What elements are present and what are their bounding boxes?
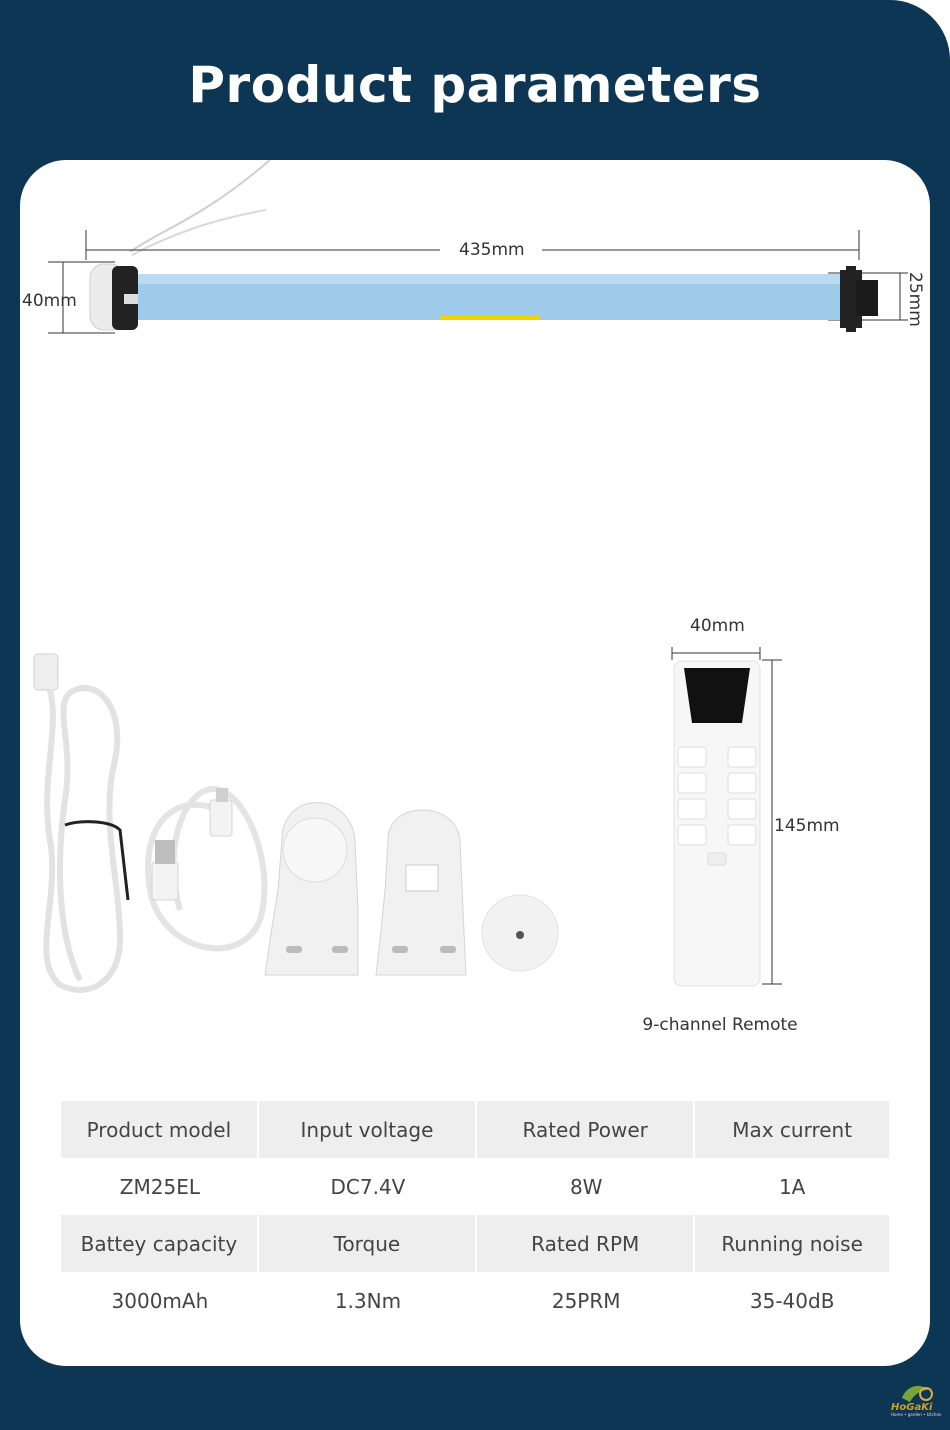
brand-logo-tagline: Home • garden • kitchen	[891, 1412, 942, 1417]
accessories-illustration	[20, 640, 580, 1000]
spec-value-row	[61, 1158, 889, 1215]
spec-value-cell: 35-40dB	[695, 1272, 889, 1329]
remote-width-label: 40mm	[690, 616, 745, 636]
remote-control-illustration	[660, 635, 860, 995]
spec-header-cell: Battey capacity	[61, 1215, 259, 1272]
spec-header-row	[61, 1101, 889, 1158]
spec-value-cell: 1A	[695, 1158, 889, 1215]
spec-value-cell: ZM25EL	[61, 1158, 259, 1215]
motor-length-label: 435mm	[459, 240, 525, 260]
spec-value-cell: 1.3Nm	[259, 1272, 477, 1329]
spec-header-cell: Running noise	[695, 1215, 889, 1272]
spec-header-cell: Rated Power	[477, 1101, 695, 1158]
spec-header-row	[61, 1215, 889, 1272]
motor-tube-diameter-label: 25mm	[905, 272, 925, 327]
brand-logo-text: HoGaKi	[891, 1402, 933, 1413]
spec-value-cell: 25PRM	[477, 1272, 695, 1329]
remote-height-label: 145mm	[774, 816, 840, 836]
spec-value-cell: 3000mAh	[61, 1272, 259, 1329]
product-card	[20, 160, 930, 1366]
motor-head-diameter-label: 40mm	[22, 291, 77, 311]
spec-table	[61, 1101, 889, 1329]
spec-value-cell: DC7.4V	[259, 1158, 477, 1215]
spec-header-cell: Torque	[259, 1215, 477, 1272]
spec-header-cell: Input voltage	[259, 1101, 477, 1158]
spec-header-cell: Product model	[61, 1101, 259, 1158]
spec-header-cell: Max current	[695, 1101, 889, 1158]
page-title: Product parameters	[188, 56, 762, 114]
spec-value-cell: 8W	[477, 1158, 695, 1215]
spec-header-cell: Rated RPM	[477, 1215, 695, 1272]
spec-value-row	[61, 1272, 889, 1329]
tubular-motor-illustration	[20, 160, 930, 360]
remote-caption: 9-channel Remote	[642, 1015, 798, 1035]
